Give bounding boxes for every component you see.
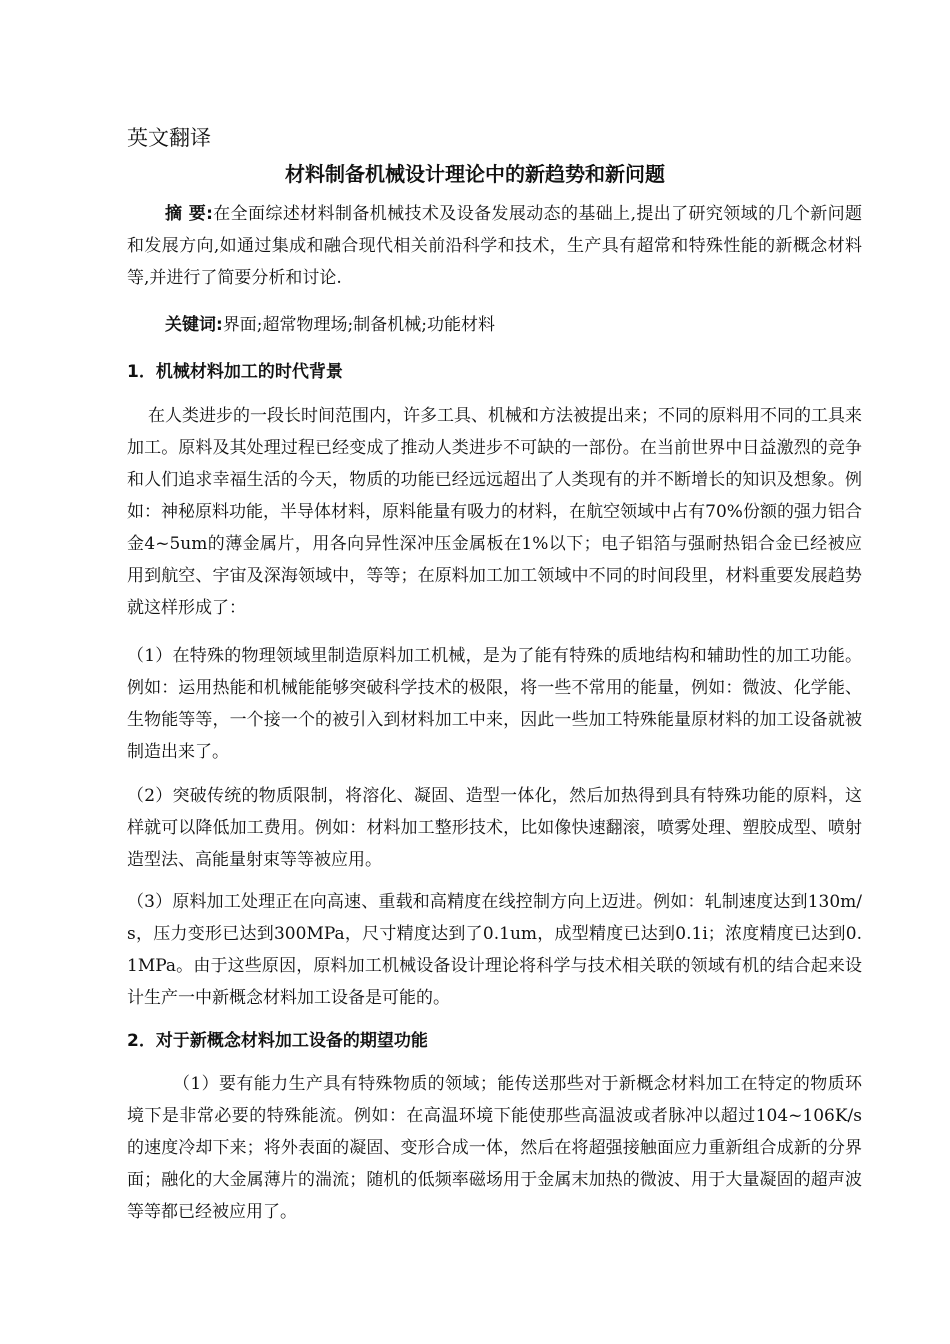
page-title: 材料制备机械设计理论中的新趋势和新问题 [285, 162, 665, 186]
section-heading-1: 1．机械材料加工的时代背景 [127, 362, 343, 382]
section-1-paragraph-3: （2）突破传统的物质限制，将溶化、凝固、造型一体化，然后加热得到具有特殊功能的原料，这样就可以降低加工费用。例如：材料加工整形技术，比如像快速翻滚，喷雾处理、塑胶成型、喷射造型法、高能量射束等等被应用。 [127, 786, 862, 870]
section-1-paragraph-2: （1）在特殊的物理领域里制造原料加工机械，是为了能有特殊的质地结构和辅助性的加工功能。例如：运用热能和机械能能够突破科学技术的极限，将一些不常用的能量，例如：微波、化学能、生物能等等，一个接一个的被引入到材料加工中来，因此一些加工特殊能量原材料的加工设备就被制造出来了。 [127, 646, 862, 762]
section-1-paragraph-1: 在人类进步的一段长时间范围内，许多工具、机械和方法被提出来；不同的原料用不同的工具来加工。原料及其处理过程已经变成了推动人类进步不可缺的一部份。在当前世界中日益激烈的竞争和人们追求幸福生活的今天，物质的功能已经远远超出了人类现有的并不断增长的知识及想象。例如：神秘原料功能，半导体材料，原料能量有吸力的材料，在航空领域中占有70%份额的强力铝合金4~5um的薄金属片，用各向异性深冲压金属板在1%以下；电子铝箔与强耐热铝合金已经被应用到航空、宇宙及深海领域中，等等；在原料加工加工领域中不同的时间段里，材料重要发展趋势就这样形成了： [127, 406, 862, 618]
section-1-paragraph-4: （3）原料加工处理正在向高速、重载和高精度在线控制方向上迈进。例如：轧制速度达到130m/s，压力变形已达到300MPa，尺寸精度达到了0.1um，成型精度已达到0.1i；浓度精度已达到0.1MPa。由于这些原因，原料加工机械设备设计理论将科学与技术相关联的领域有机的结合起来设计生产一中新概念材料加工设备是可能的。 [127, 892, 862, 1008]
section-heading-2: 2．对于新概念材料加工设备的期望功能 [127, 1031, 428, 1051]
keywords-paragraph [127, 309, 862, 341]
header-label: 英文翻译 [127, 126, 211, 150]
abstract-text: 在全面综述材料制备机械技术及设备发展动态的基础上,提出了研究领域的几个新问题和发展方向,如通过集成和融合现代相关前沿科学和技术，生产具有超常和特殊性能的新概念材料等,并进行了简要分析和讨论. [127, 204, 863, 288]
abstract-label: 摘 要: [165, 204, 213, 224]
section-2-paragraph-1: （1）要有能力生产具有特殊物质的领域；能传送那些对于新概念材料加工在特定的物质环境下是非常必要的特殊能流。例如：在高温环境下能使那些高温波或者脉冲以超过104~106K/s的速度冷却下来；将外表面的凝固、变形合成一体，然后在将超强接触面应力重新组合成新的分界面；融化的大金属薄片的湍流；随机的低频率磁场用于金属末加热的微波、用于大量凝固的超声波等等都已经被应用了。 [127, 1074, 862, 1222]
keywords-label: 关键词: [165, 315, 223, 335]
keywords-text: 界面;超常物理场;制备机械;功能材料 [222, 315, 495, 335]
abstract-paragraph [127, 198, 862, 294]
